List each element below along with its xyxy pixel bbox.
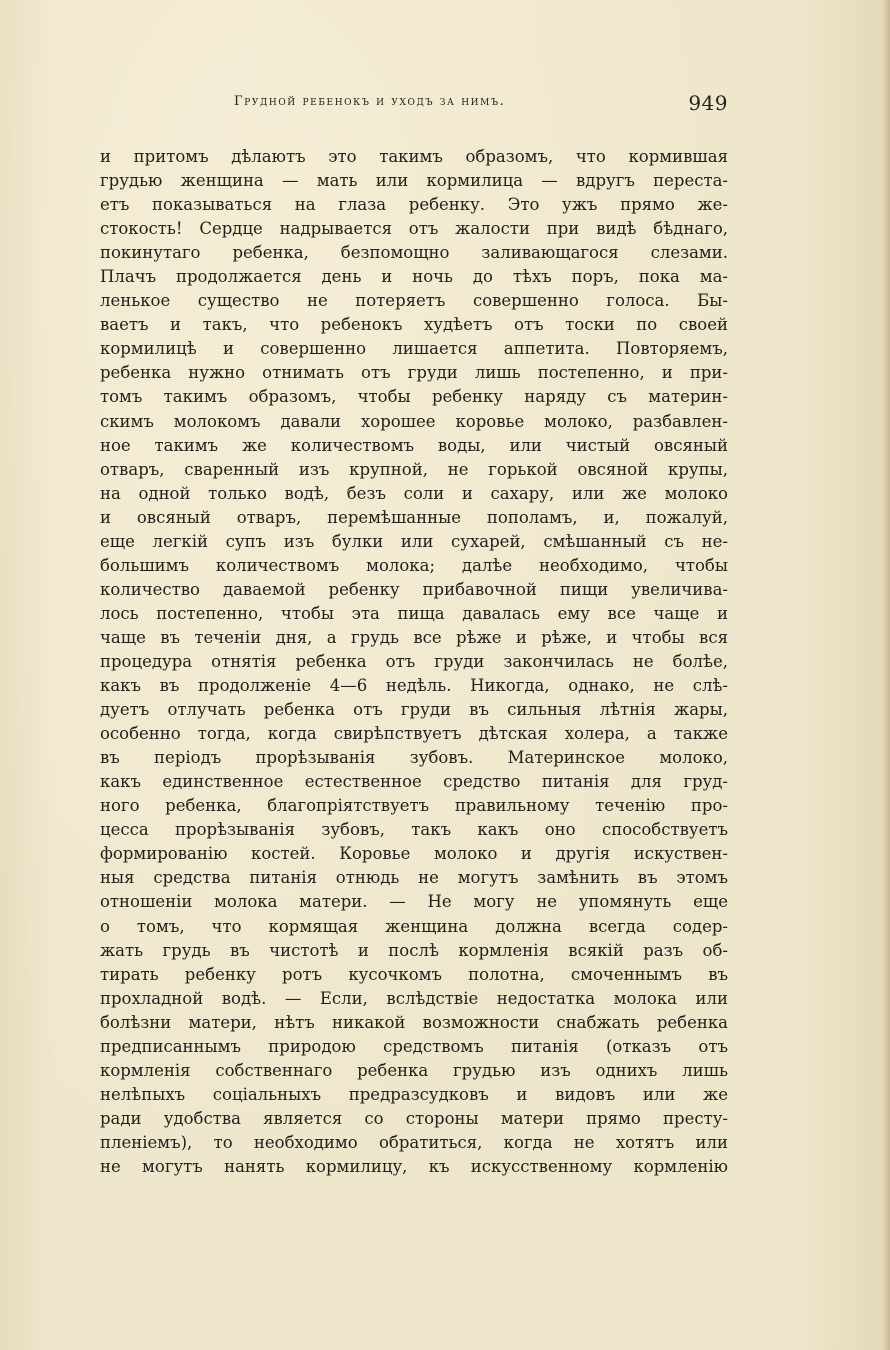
text-line: скимъ молокомъ давали хорошее коровье молоко, разбавлен- (100, 411, 728, 431)
text-line: грудью женщина — мать или кормилица — вдругъ переста- (100, 171, 728, 191)
text-line: цесса прорѣзыванія зубовъ, такъ какъ оно способствуетъ (100, 820, 728, 840)
text-line: отваръ, сваренный изъ крупной, не горькой овсяной крупы, (100, 459, 728, 479)
running-head: Грудной ребенокъ и уходъ за нимъ. (234, 94, 506, 109)
text-line: особенно тогда, когда свирѣпствуетъ дѣтская холера, а также (100, 724, 728, 744)
text-line: тирать ребенку ротъ кусочкомъ полотна, смоченнымъ въ (100, 964, 728, 984)
page-number: 949 (688, 91, 728, 115)
text-line: процедура отнятія ребенка отъ груди закончилась не болѣе, (100, 651, 728, 671)
text-line: дуетъ отлучать ребенка отъ груди въ сильныя лѣтнія жары, (100, 700, 728, 720)
text-line: ваетъ и такъ, что ребенокъ худѣетъ отъ тоски по своей (100, 315, 728, 335)
text-line: въ періодъ прорѣзыванія зубовъ. Материнское молоко, (100, 748, 728, 768)
text-line: формированію костей. Коровье молоко и другія искуствен- (100, 844, 728, 864)
text-line: нелѣпыхъ соціальныхъ предразсудковъ и видовъ или же (100, 1084, 728, 1104)
text-line: не могутъ нанять кормилицу, къ искусственному кормленію (100, 1156, 728, 1176)
text-line: ное такимъ же количествомъ воды, или чистый овсяный (100, 435, 728, 455)
page-edge-shadow (882, 0, 890, 1350)
text-line: и притомъ дѣлаютъ это такимъ образомъ, что кормившая (100, 147, 728, 166)
text-line: ленькое существо не потеряетъ совершенно голоса. Бы- (100, 291, 728, 311)
text-line: прохладной водѣ. — Если, вслѣдствіе недостатка молока или (100, 988, 728, 1008)
text-line: на одной только водѣ, безъ соли и сахару, или же молоко (100, 483, 728, 503)
text-line: Плачъ продолжается день и ночь до тѣхъ поръ, пока ма- (100, 267, 728, 287)
text-line: ныя средства питанія отнюдь не могутъ замѣнить въ этомъ (100, 868, 728, 888)
text-line: какъ въ продолженіе 4—6 недѣль. Никогда, однако, не слѣ- (100, 676, 728, 696)
text-line: кормилицѣ и совершенно лишается аппетита. Повторяемъ, (100, 339, 728, 359)
text-line: большимъ количествомъ молока; далѣе необходимо, чтобы (100, 555, 728, 575)
text-line: стокость! Сердце надрывается отъ жалости при видѣ бѣднаго, (100, 219, 728, 239)
text-line: еще легкій супъ изъ булки или сухарей, смѣшанный съ не- (100, 531, 728, 551)
text-line: какъ единственное естественное средство питанія для груд- (100, 772, 728, 792)
text-line: етъ показываться на глаза ребенку. Это ужъ прямо же- (100, 195, 728, 215)
text-line: и овсяный отваръ, перемѣшанные пополамъ, и, пожалуй, (100, 507, 728, 527)
text-line: ного ребенка, благопріятствуетъ правильному теченію про- (100, 796, 728, 816)
text-line: жать грудь въ чистотѣ и послѣ кормленія всякій разъ об- (100, 940, 728, 960)
text-line: ради удобства является со стороны матери прямо престу- (100, 1108, 728, 1128)
text-line: о томъ, что кормящая женщина должна всегда содер- (100, 916, 728, 936)
text-line: болѣзни матери, нѣтъ никакой возможности снабжать ребенка (100, 1012, 728, 1032)
text-line: отношеніи молока матери. — Не могу не упомянуть еще (100, 892, 728, 912)
text-line: пленіемъ), то необходимо обратиться, когда не хотятъ или (100, 1132, 728, 1152)
text-line: покинутаго ребенка, безпомощно заливающагося слезами. (100, 243, 728, 263)
text-line: томъ такимъ образомъ, чтобы ребенку наряду съ материн- (100, 387, 728, 407)
text-line: ребенка нужно отнимать отъ груди лишь постепенно, и при- (100, 363, 728, 383)
text-line: количество даваемой ребенку прибавочной пищи увеличива- (100, 579, 728, 599)
text-line: кормленія собственнаго ребенка грудью изъ однихъ лишь (100, 1060, 728, 1080)
page-header (100, 91, 728, 118)
text-line: чаще въ теченіи дня, а грудь все рѣже и рѣже, и чтобы вся (100, 627, 728, 647)
text-line: лось постепенно, чтобы эта пища давалась ему все чаще и (100, 603, 728, 623)
text-line: предписаннымъ природою средствомъ питанія (отказъ отъ (100, 1036, 728, 1056)
body-text (100, 145, 728, 1179)
